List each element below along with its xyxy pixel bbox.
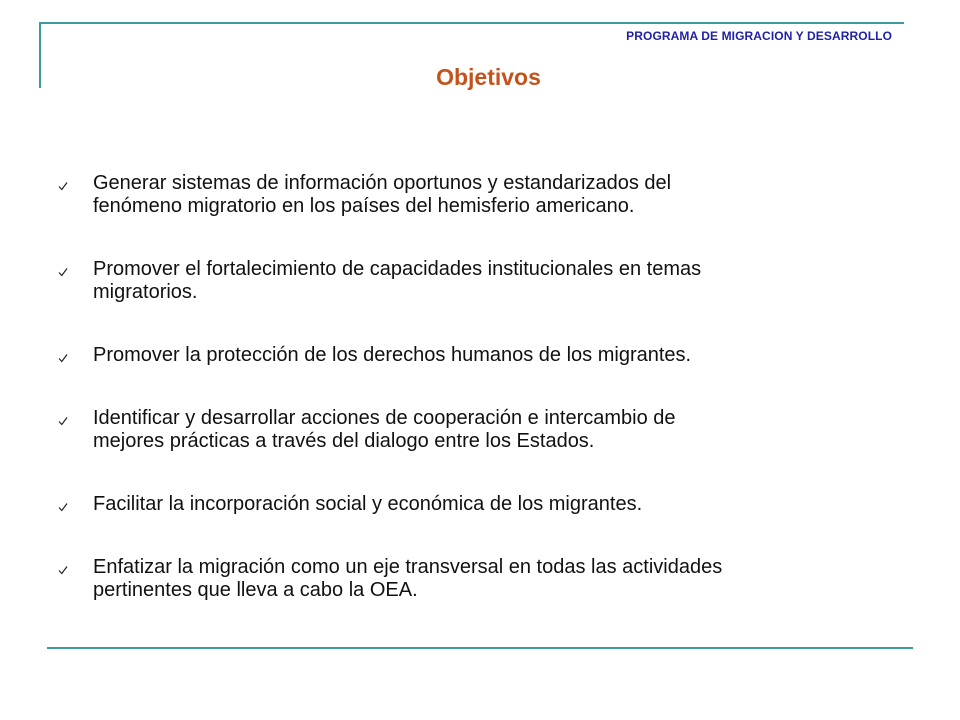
objective-item: [58, 258, 908, 304]
objective-text-line: pertinentes que lleva a cabo la OEA.: [93, 579, 418, 601]
objective-text-line: Enfatizar la migración como un eje transversal en todas las actividades: [93, 556, 723, 578]
objective-item: [58, 172, 908, 218]
page-title: Objetivos: [436, 64, 541, 90]
check-icon: [58, 416, 68, 426]
objective-text-line: Promover el fortalecimiento de capacidades institucionales en temas: [93, 258, 702, 280]
objectives-list: [58, 172, 908, 602]
objective-text-line: mejores prácticas a través del dialogo entre los Estados.: [93, 430, 595, 452]
objective-text-line: Promover la protección de los derechos humanos de los migrantes.: [93, 344, 692, 366]
check-icon: [58, 267, 68, 277]
objective-item: [58, 344, 908, 367]
program-label: PROGRAMA DE MIGRACION Y DESARROLLO: [626, 29, 892, 43]
objective-item: [58, 493, 908, 516]
frame-bottom-rule: [47, 647, 913, 649]
objective-item: [58, 407, 908, 453]
objective-text-line: fenómeno migratorio en los países del hemisferio americano.: [93, 195, 635, 217]
frame-top-rule: [39, 22, 904, 24]
objective-text-line: Generar sistemas de información oportunos y estandarizados del: [93, 172, 672, 194]
objective-text-line: Identificar y desarrollar acciones de cooperación e intercambio de: [93, 407, 676, 429]
objective-text-line: migratorios.: [93, 281, 198, 303]
check-icon: [58, 565, 68, 575]
objective-item: [58, 556, 908, 602]
check-icon: [58, 502, 68, 512]
objective-text-line: Facilitar la incorporación social y económica de los migrantes.: [93, 493, 643, 515]
check-icon: [58, 353, 68, 363]
check-icon: [58, 181, 68, 191]
